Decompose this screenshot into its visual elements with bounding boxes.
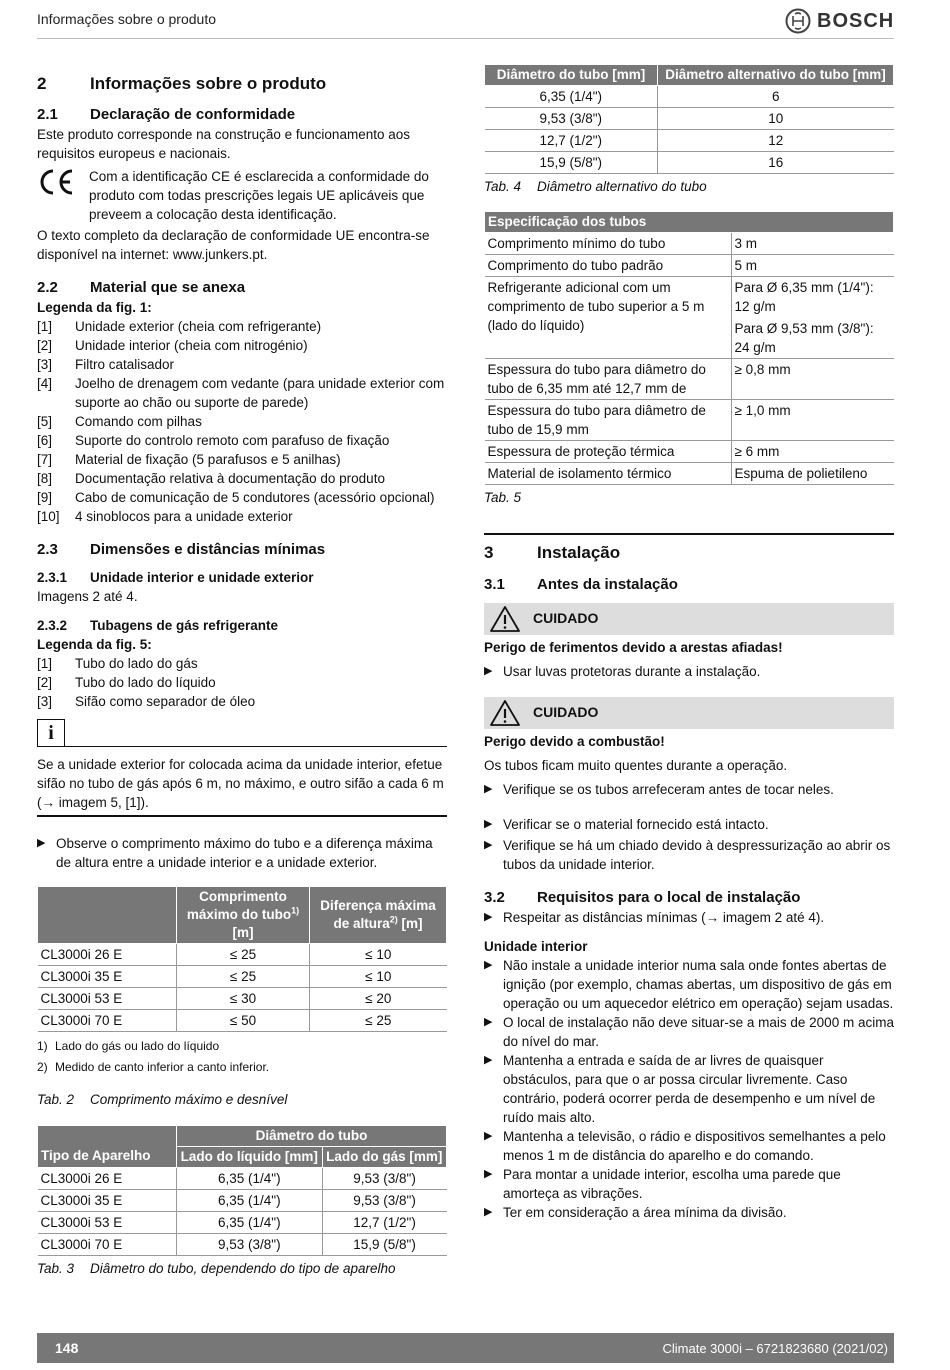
warning-triangle-icon [489,605,521,633]
list-item: [2] Unidade interior (cheia com nitrogénio) [37,338,308,353]
table-2-caption: Tab. 2 Comprimento máximo e desnível [37,1091,288,1107]
triangle-bullet-icon: ▶ [484,1053,493,1066]
table-row: 6,35 (1/4") 6 [485,86,894,108]
info-icon: i [37,719,65,747]
table-row: CL3000i 70 E 9,53 (3/8") 15,9 (5/8") [38,1233,447,1255]
table-row: Material de isolamento térmico Espuma de polietileno [485,463,894,485]
table-row: CL3000i 26 E ≤ 25 ≤ 10 [38,943,447,965]
info-top-rule [65,746,447,747]
list-item: ▶ Para montar a unidade interior, escolha uma parede que amorteça as vibrações. [484,1166,841,1201]
table-row: Espessura do tubo para diâmetro do tubo de 6,35 mm até 12,7 mm de ≥ 0,8 mm [485,359,894,400]
table-row: Espessura do tubo para diâmetro de tubo de 15,9 mm ≥ 1,0 mm [485,400,894,441]
list-item: ▶ Verificar se o material fornecido está intacto. [484,816,769,832]
triangle-bullet-icon: ▶ [484,1205,493,1218]
section-2-3-1-heading: 2.3.1 Unidade interior e unidade exterior [37,570,314,585]
info-note [37,719,447,817]
list-item: [9] Cabo de comunicação de 5 condutores (acessório opcional) [37,490,435,505]
list-item: [4] Joelho de drenagem com vedante (para unidade exterior com suporte ao chão ou suporte de parede) [37,376,445,410]
table-group-header: Diâmetro do tubo [177,1125,447,1146]
list-item: ▶ Verifique se há um chiado devido à despressurização ao abrir os tubos da unidade interior. [484,837,891,872]
table-4-caption: Tab. 4 Diâmetro alternativo do tubo [484,179,707,194]
list-item: [1] Unidade exterior (cheia com refrigerante) [37,319,322,334]
document-reference: Climate 3000i – 6721823680 (2021/02) [662,1340,888,1356]
page-number: 148 [55,1339,79,1356]
footnote: 2) Medido de canto inferior a canto inferior. [37,1059,270,1074]
table-row: Refrigerante adicional com um comprimento de tubo superior a 5 m (lado do líquido) Para Ø 6,35 mm (1/4"): 12 g/m Para Ø 9,53 mm (3/8"): 24 g/m [485,277,894,359]
left-column [37,60,447,1278]
section-3-heading: 3 Instalação [484,542,621,562]
section-2-3-heading: 2.3 Dimensões e distâncias mínimas [37,541,326,558]
table-header-cell [38,886,177,943]
list-item: ▶ Não instale a unidade interior numa sala onde fontes abertas de ignição (por exemplo, chamas abertas, um dispositivo de gás em operação ou um aquecedor elétrico em operação) sejam usadas. [484,957,894,1011]
warning-triangle-icon [489,699,521,727]
table-header-cell: Diâmetro do tubo [mm] [485,65,658,86]
table-row: 9,53 (3/8") 10 [485,108,894,130]
table-row: CL3000i 53 E ≤ 30 ≤ 20 [38,987,447,1009]
triangle-bullet-icon: ▶ [484,664,493,677]
bosch-armature-icon [785,8,811,34]
caution-banner [484,697,894,729]
section-2-3-2-heading: 2.3.2 Tubagens de gás refrigerante [37,618,279,633]
section-2-2-heading: 2.2 Material que se anexa [37,279,246,296]
caution-label: CUIDADO [533,704,599,720]
ce-text: Com a identificação CE é esclarecida a conformidade do produto com todas prescrições legais UE aplicáveis que preveem a colocação desta identificação. [89,169,429,222]
section-2-heading: 2 Informações sobre o produto [37,74,327,93]
ce-mark-icon [37,167,75,205]
list-item: ▶ Mantenha a entrada e saída de ar livres de quaisquer obstáculos, para que o ar possa circular livremente. Caso contrário, poderá ocorrer perda de desempenho e um nível de ruído mais alto. [484,1052,876,1125]
legend-fig1-list [37,317,447,526]
list-item: ▶ O local de instalação não deve situar-se a mais de 2000 m acima do nível do mar. [484,1014,894,1049]
table-3-caption: Tab. 3 Diâmetro do tubo, dependendo do tipo de aparelho [37,1260,396,1276]
images-reference: Imagens 2 até 4. [37,589,138,604]
triangle-bullet-icon: ▶ [484,817,493,830]
list-item: ▶ Verifique se os tubos arrefeceram antes de tocar neles. [484,781,834,797]
list-item: ▶ Observe o comprimento máximo do tubo e a diferença máxima de altura entre a unidade interior e a unidade exterior. [37,835,433,870]
table-header-cell: Lado do líquido [mm] [177,1146,323,1167]
legend-fig1-title: Legenda da fig. 1: [37,300,152,315]
list-item: [8] Documentação relativa à documentação do produto [37,471,385,486]
table-header-cell: Lado do gás [mm] [322,1146,446,1167]
triangle-bullet-icon: ▶ [484,1129,493,1142]
list-item: [10] 4 sinoblocos para a unidade exterior [37,509,293,524]
warning-text: Os tubos ficam muito quentes durante a operação. [484,757,788,773]
caution-banner [484,603,894,635]
list-item: ▶ Mantenha a televisão, o rádio e dispositivos semelhantes a pelo menos 1 m de distância do aparelho e do comando. [484,1128,886,1163]
conformity-paragraph: Este produto corresponde na construção e funcionamento aos requisitos europeus e nacionais. [37,127,410,161]
header-divider [37,38,894,39]
table-5-caption: Tab. 5 [484,490,522,505]
triangle-bullet-icon: ▶ [484,910,493,923]
ce-block [37,167,447,224]
section-3-1-heading: 3.1 Antes da instalação [484,575,678,593]
table-header-cell: Especificação dos tubos [485,212,894,233]
triangle-bullet-icon: ▶ [484,1015,493,1028]
brand-name: BOSCH [817,9,895,32]
table-5 [484,211,894,485]
triangle-bullet-icon: ▶ [484,958,493,971]
triangle-bullet-icon: ▶ [484,782,493,795]
right-column [484,64,894,1222]
table-row: 12,7 (1/2") 12 [485,130,894,152]
table-header-cell: Tipo de Aparelho [38,1146,177,1167]
table-row: CL3000i 70 E ≤ 50 ≤ 25 [38,1009,447,1031]
list-item: [6] Suporte do controlo remoto com parafuso de fixação [37,433,390,448]
list-item: [3] Filtro catalisador [37,357,175,372]
list-item: [2] Tubo do lado do líquido [37,675,216,690]
list-item: [1] Tubo do lado do gás [37,656,198,671]
section-3-2-heading: 3.2 Requisitos para o local de instalação [484,888,801,906]
table-header-cell [38,1125,177,1146]
page-header-title: Informações sobre o produto [37,11,216,27]
table-row: 15,9 (5/8") 16 [485,152,894,174]
footnote: 1) Lado do gás ou lado do líquido [37,1038,220,1053]
table-header-cell: Diferença máxima de altura$^{2)}$ [m] [310,886,447,943]
caution-label: CUIDADO [533,610,599,626]
legend-fig5-title: Legenda da fig. 5: [37,637,152,652]
triangle-bullet-icon: ▶ [37,836,46,849]
table-row: CL3000i 26 E 6,35 (1/4") 9,53 (3/8") [38,1167,447,1189]
list-item: [3] Sifão como separador de óleo [37,694,256,709]
warning-title: Perigo de ferimentos devido a arestas afiadas! [484,639,783,655]
table-row: CL3000i 35 E 6,35 (1/4") 9,53 (3/8") [38,1189,447,1211]
table-row: CL3000i 35 E ≤ 25 ≤ 10 [38,965,447,987]
table-2 [37,886,447,1032]
info-text: Se a unidade exterior for colocada acima da unidade interior, efetue sifão no tubo de gás após 6 m, no máximo, e outro sifão a cada 6 m (→ imagem 5, [1]). [37,757,444,810]
table-4 [484,64,894,174]
table-header-cell: Diâmetro alternativo do tubo [mm] [658,65,894,86]
table-3 [37,1125,447,1256]
table-row: Espessura de proteção térmica ≥ 6 mm [485,441,894,463]
table-row: Comprimento mínimo do tubo 3 m [485,233,894,255]
triangle-bullet-icon: ▶ [484,1167,493,1180]
table-row: CL3000i 53 E 6,35 (1/4") 12,7 (1/2") [38,1211,447,1233]
subheading-indoor-unit: Unidade interior [484,938,588,954]
section-2-1-heading: 2.1 Declaração de conformidade [37,106,296,123]
triangle-bullet-icon: ▶ [484,838,493,851]
bosch-logo [785,8,894,34]
table-header-cell: Comprimento máximo do tubo$^{1)}$ [m] [177,886,310,943]
table-row: Comprimento do tubo padrão 5 m [485,255,894,277]
declaration-text: O texto completo da declaração de conformidade UE encontra-se disponível na internet: www.junkers.pt. [37,228,430,262]
list-item: ▶ Ter em consideração a área mínima da divisão. [484,1204,787,1220]
list-item: ▶ Usar luvas protetoras durante a instalação. [484,663,761,679]
warning-title: Perigo devido a combustão! [484,733,665,749]
list-item: ▶ Respeitar as distâncias mínimas (→ imagem 2 até 4). [484,909,825,925]
list-item: [5] Comando com pilhas [37,414,202,429]
page-footer [37,1333,894,1363]
list-item: [7] Material de fixação (5 parafusos e 5 anilhas) [37,452,341,467]
